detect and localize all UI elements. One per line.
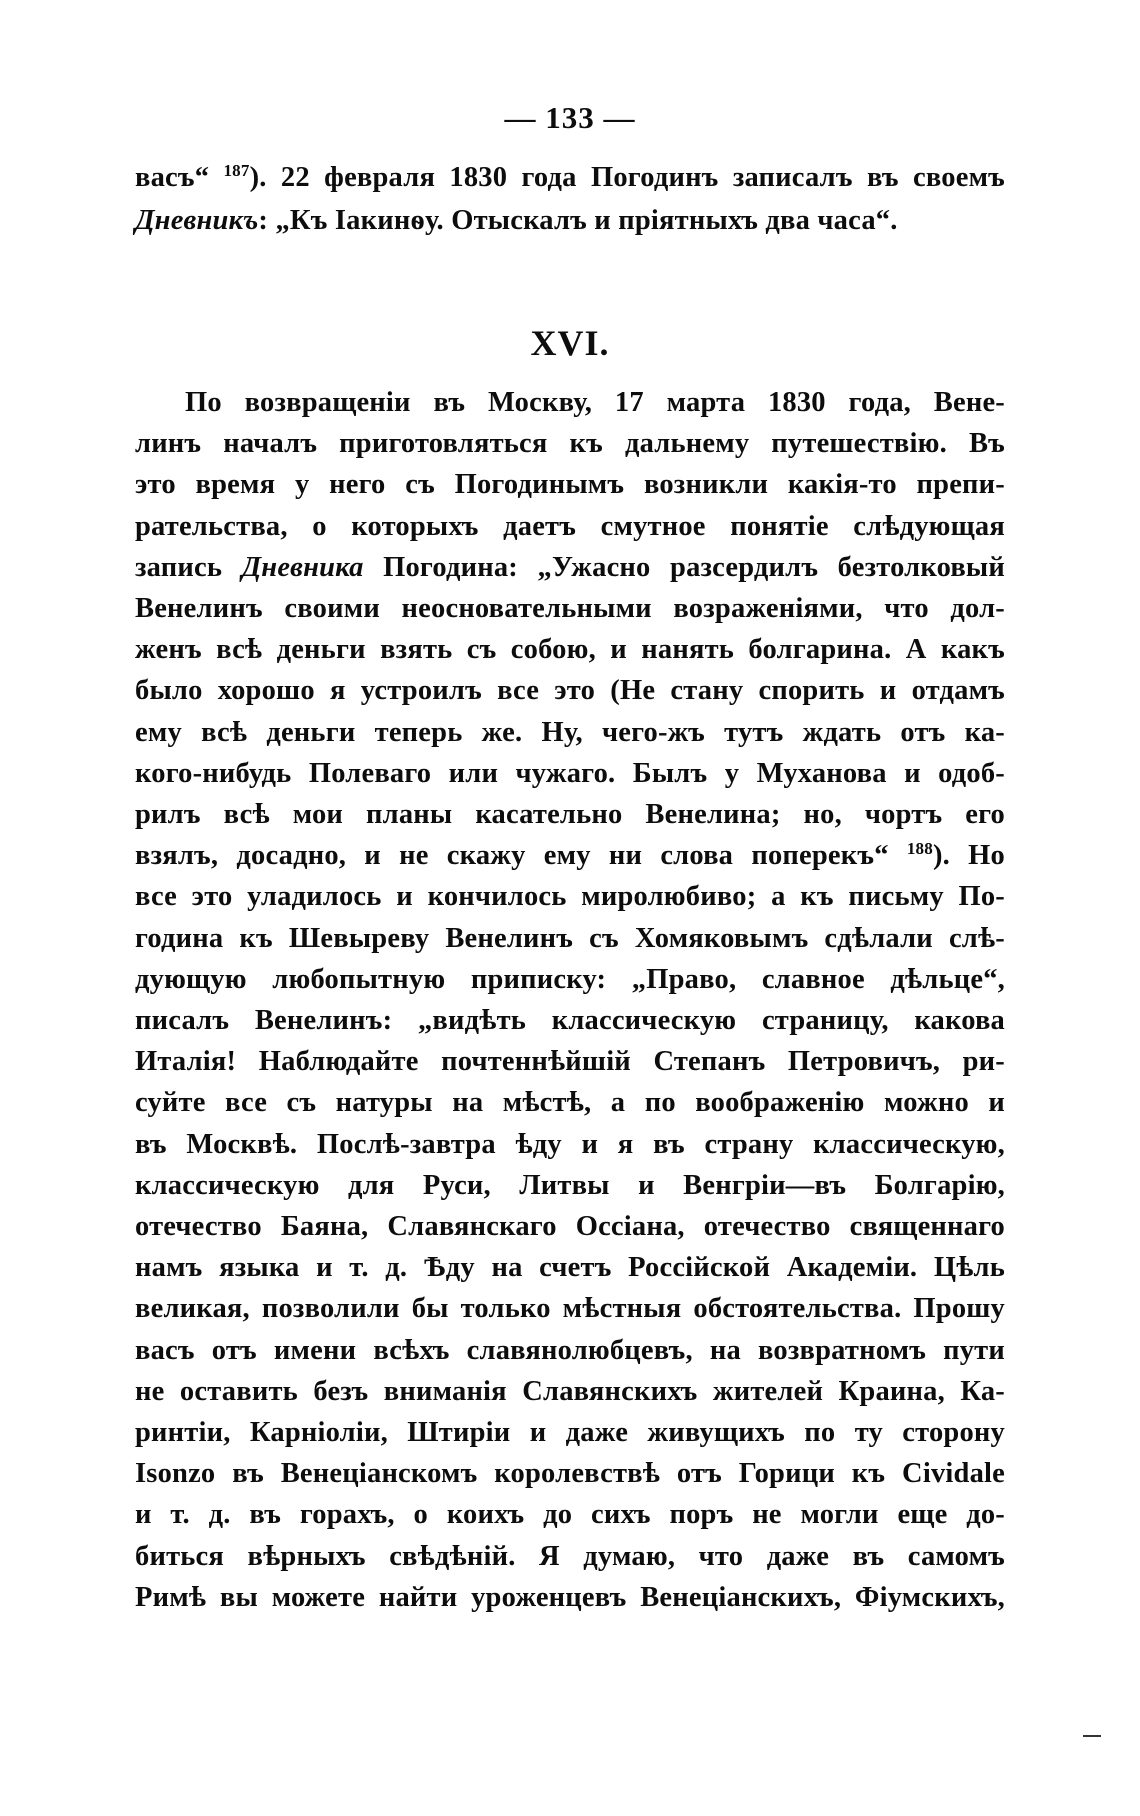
text-line (135, 589, 1005, 629)
text-line (135, 158, 1005, 198)
text-line (135, 795, 1005, 835)
text-segment: взялъ, досадно, и не скажу ему ни слова поперекъ“ (135, 840, 907, 872)
text-line (135, 201, 1005, 241)
text-line (135, 1331, 1005, 1371)
footnote-ref: 188 (906, 839, 933, 859)
text-segment: въ Москвѣ. Послѣ-завтра ѣду и я въ страну классическую, (135, 1128, 1005, 1160)
text-line (135, 960, 1005, 1000)
text-line (135, 1413, 1005, 1453)
text-segment: ринтіи, Карніоліи, Штиріи и даже живущихъ по ту сторону (135, 1417, 1005, 1448)
text-line (135, 836, 1005, 876)
text-line (135, 1495, 1005, 1535)
text-line (135, 1537, 1005, 1577)
text-segment: Италія! Наблюдайте почтеннѣйшій Степанъ Петровичъ, ри- (135, 1046, 1005, 1078)
section-heading: XVI. (530, 323, 610, 363)
text-segment: кого-нибудь Полеваго или чужаго. Былъ у Муханова и одоб- (135, 757, 1005, 789)
text-line (135, 1125, 1005, 1165)
text-segment: отечество Баяна, Славянскаго Оссіана, отечество священнаго (135, 1211, 1005, 1242)
text-segment: : „Къ Іакинѳу. Отыскалъ и пріятныхъ два часа“. (258, 205, 898, 236)
text-line (135, 713, 1005, 753)
text-line (135, 1042, 1005, 1082)
text-line (135, 671, 1005, 711)
text-segment: ). 22 февраля 1830 года Погодинъ записалъ въ своемъ (249, 162, 1005, 193)
text-line (135, 1166, 1005, 1206)
text-line (135, 1207, 1005, 1247)
text-segment: классическую для Руси, Литвы и Венгріи—въ Болгарію, (135, 1169, 1005, 1201)
text-line (135, 1001, 1005, 1041)
text-line (135, 1372, 1005, 1412)
text-segment: васъ отъ имени всѣхъ славянолюбцевъ, на возвратномъ пути (135, 1334, 1005, 1366)
text-line (185, 383, 1005, 423)
text-segment: Римѣ вы можете найти уроженцевъ Венеціанскихъ, Фіумскихъ, (135, 1581, 1005, 1613)
text-segment: По возвращеніи въ Москву, 17 марта 1830 года, Вене- (185, 387, 1005, 418)
text-segment: женъ всѣ деньги взять съ собою, и нанять болгарина. А какъ (135, 634, 1005, 666)
text-segment: великая, позволили бы только мѣстныя обстоятельства. Прошу (135, 1293, 1005, 1325)
text-line (135, 1578, 1005, 1618)
text-segment: рилъ всѣ мои планы касательно Венелина; но, чортъ его (135, 799, 1005, 830)
text-segment: линъ началъ приготовляться къ дальнему путешествію. Въ (135, 428, 1005, 460)
text-line (135, 465, 1005, 505)
text-segment: Венелинъ своими неосновательными возраженіями, что дол- (135, 593, 1005, 624)
italic-title: Дневникъ (135, 205, 259, 236)
text-segment: Погодина: „Ужасно разсердилъ безтолковый (363, 551, 1005, 583)
text-segment: васъ“ (135, 162, 224, 193)
text-segment: ему всѣ деньги теперь же. Ну, чего-жъ тутъ ждать отъ ка- (135, 716, 1005, 748)
text-segment: запись (135, 551, 242, 583)
text-segment: и т. д. въ горахъ, о коихъ до сихъ поръ не могли еще до- (135, 1499, 1005, 1531)
page-number: — 133 — (504, 100, 636, 135)
text-line (135, 1083, 1005, 1123)
text-segment: биться вѣрныхъ свѣдѣній. Я думаю, что даже въ самомъ (135, 1540, 1005, 1572)
text-line (135, 630, 1005, 670)
text-segment: ). Но (932, 840, 1005, 872)
text-segment: суйте все съ натуры на мѣстѣ, а по воображенію можно и (135, 1087, 1005, 1119)
text-segment: година къ Шевыреву Венелинъ съ Хомяковымъ сдѣлали слѣ- (135, 922, 1005, 954)
text-line (135, 548, 1005, 588)
text-segment: Isonzo въ Венеціанскомъ королевствѣ отъ Горици къ Cividale (135, 1458, 1005, 1490)
text-segment: писалъ Венелинъ: „видѣть классическую страницу, какова (135, 1005, 1005, 1036)
italic-title: Дневника (241, 551, 364, 583)
margin-dash-mark (1083, 1735, 1101, 1737)
text-segment: было хорошо я устроилъ все это (Не стану спорить и отдамъ (135, 675, 1005, 707)
text-line (135, 919, 1005, 959)
text-line (135, 1248, 1005, 1288)
text-line (135, 754, 1005, 794)
footnote-ref: 187 (223, 161, 250, 180)
text-line (135, 1454, 1005, 1494)
text-segment: все это уладилось и кончилось миролюбиво; а къ письму По- (135, 881, 1005, 913)
text-line (135, 877, 1005, 917)
text-segment: это время у него съ Погодинымъ возникли какія-то препи- (135, 469, 1005, 501)
text-segment: не оставить безъ вниманія Славянскихъ жителей Краина, Ка- (135, 1375, 1005, 1407)
text-segment: дующую любопытную приписку: „Право, славное дѣльце“, (135, 963, 1005, 995)
text-line (135, 507, 1005, 547)
text-line (135, 424, 1005, 464)
text-line (135, 1289, 1005, 1329)
text-segment: рательства, о которыхъ даетъ смутное понятіе слѣдующая (135, 510, 1005, 542)
text-segment: намъ языка и т. д. Ѣду на счетъ Россійской Академіи. Цѣль (135, 1252, 1005, 1284)
